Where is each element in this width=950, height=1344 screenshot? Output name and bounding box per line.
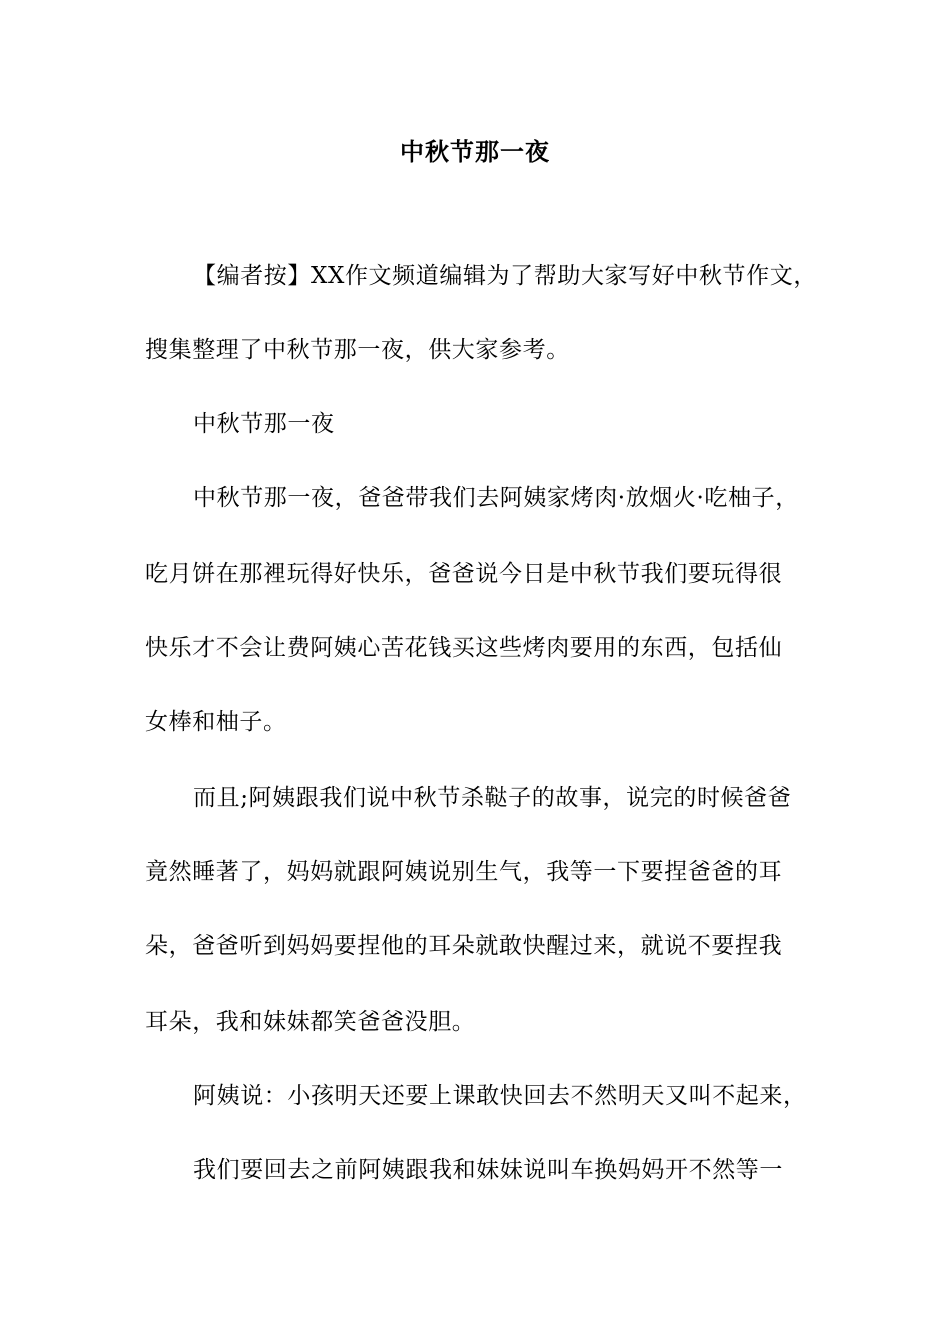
paragraph-line: 竟然睡著了，妈妈就跟阿姨说别生气，我等一下要捏爸爸的耳 — [145, 859, 783, 885]
paragraph-line: 朵，爸爸听到妈妈要捏他的耳朵就敢快醒过来，就说不要捏我 — [145, 933, 783, 959]
paragraph-line: 我们要回去之前阿姨跟我和妹妹说叫车换妈妈开不然等一 — [193, 1157, 783, 1183]
paragraph-line: 搜集整理了中秋节那一夜，供大家参考。 — [145, 337, 570, 363]
paragraph-line: 【编者按】XX作文频道编辑为了帮助大家写好中秋节作文， — [193, 263, 817, 289]
document-title: 中秋节那一夜 — [400, 137, 550, 166]
paragraph-line: 而且;阿姨跟我们说中秋节杀鞑子的故事，说完的时候爸爸 — [193, 785, 792, 811]
paragraph-line: 快乐才不会让费阿姨心苦花钱买这些烤肉要用的东西，包括仙 — [145, 635, 783, 661]
paragraph-line: 耳朵，我和妹妹都笑爸爸没胆。 — [145, 1009, 476, 1035]
paragraph-line: 中秋节那一夜 — [193, 411, 335, 437]
paragraph-line: 中秋节那一夜，爸爸带我们去阿姨家烤肉·放烟火·吃柚子， — [193, 485, 799, 511]
paragraph-line: 吃月饼在那裡玩得好快乐，爸爸说今日是中秋节我们要玩得很 — [145, 561, 783, 587]
paragraph-line: 阿姨说：小孩明天还要上课敢快回去不然明天又叫不起来， — [193, 1083, 807, 1109]
paragraph-line: 女棒和柚子。 — [145, 709, 287, 735]
